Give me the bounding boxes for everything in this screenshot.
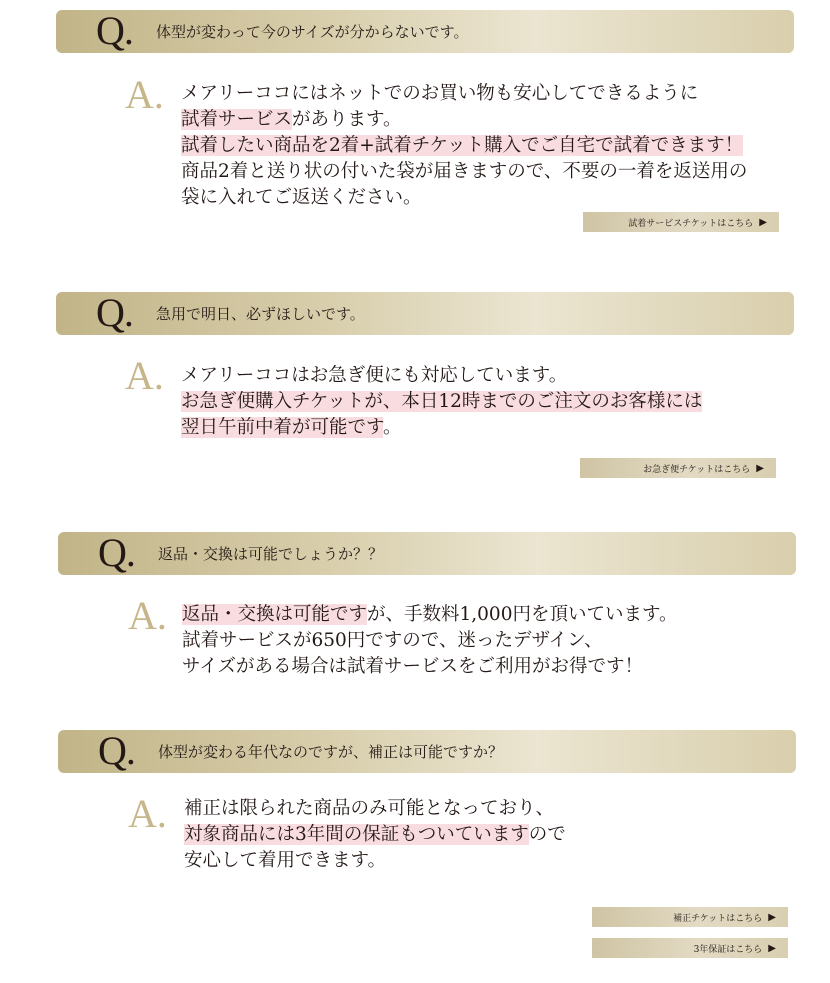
answer-line (181, 159, 747, 185)
answer-line (182, 602, 678, 628)
question-text: 体型が変わって今のサイズが分からないです。 (156, 23, 469, 41)
play-arrow-icon: ▶ (759, 216, 767, 228)
button-label: 試着サービスチケットはこちら (628, 218, 754, 229)
answer-line (182, 628, 678, 654)
answer-line (181, 107, 747, 133)
answer-line (181, 185, 747, 211)
answer-text-3 (182, 602, 678, 680)
express-ticket-button[interactable] (580, 458, 776, 478)
button-label: 3年保証はこちら (693, 944, 763, 955)
play-arrow-icon: ▶ (768, 911, 776, 923)
answer-seg: 商品2着と送り状の付いた袋が届きますので、不要の一着を返送用の (181, 161, 748, 182)
question-text: 急用で明日、必ずほしいです。 (156, 305, 365, 323)
answer-seg: 。 (383, 417, 402, 438)
answer-text-1 (181, 81, 747, 211)
trial-service-ticket-button[interactable] (583, 212, 779, 232)
question-mark: Q. (96, 8, 133, 53)
play-arrow-icon: ▶ (768, 942, 776, 954)
answer-mark: A. (125, 72, 164, 117)
answer-seg: メアリーココにはネットでのお買い物も安心してできるように (181, 83, 699, 104)
answer-highlight: 対象商品には3年間の保証もついています (184, 824, 529, 845)
question-bar-3 (58, 532, 796, 575)
question-text: 返品・交換は可能でしょうか？？ (158, 545, 384, 563)
answer-line (181, 81, 747, 107)
answer-seg: サイズがある場合は試着サービスをご利用がお得です！ (182, 656, 644, 677)
answer-highlight: 翌日午前中着が可能です (181, 417, 384, 438)
answer-mark: A. (128, 593, 167, 638)
answer-seg: 補正は限られた商品のみ可能となっており、 (184, 798, 555, 819)
question-bar-1 (56, 10, 794, 53)
answer-seg: 袋に入れてご返送ください。 (181, 187, 422, 208)
answer-mark: A. (125, 353, 164, 398)
answer-text-4 (184, 796, 566, 874)
answer-line (181, 415, 702, 441)
play-arrow-icon: ▶ (756, 462, 764, 474)
answer-text-2 (181, 363, 702, 441)
answer-line (184, 848, 566, 874)
answer-seg: メアリーココはお急ぎ便にも対応しています。 (181, 365, 568, 386)
answer-highlight: 返品・交換は可能です (182, 604, 368, 625)
question-bar-4 (58, 730, 796, 773)
button-label: 補正チケットはこちら (673, 913, 763, 924)
answer-line (184, 796, 566, 822)
answer-line (181, 363, 702, 389)
answer-seg: が、手数料1,000円を頂いています。 (367, 604, 678, 625)
answer-line (182, 654, 678, 680)
question-bar-2 (56, 292, 794, 335)
answer-line (184, 822, 566, 848)
answer-seg: があります。 (292, 109, 402, 130)
alteration-ticket-button[interactable] (592, 907, 788, 927)
answer-highlight: 試着したい商品を2着+試着チケット購入でご自宅で試着できます！ (181, 135, 744, 156)
answer-highlight: 試着サービス (181, 109, 293, 130)
answer-seg: 試着サービスが650円ですので、迷ったデザイン、 (182, 630, 603, 651)
answer-highlight: お急ぎ便購入チケットが、本日12時までのご注文のお客様には (181, 391, 703, 412)
answer-line (181, 133, 747, 159)
warranty-button[interactable] (592, 938, 788, 958)
question-text: 体型が変わる年代なのですが、補正は可能ですか？ (158, 743, 504, 761)
button-label: お急ぎ便チケットはこちら (643, 464, 751, 475)
answer-seg: ので (528, 824, 566, 845)
answer-mark: A. (128, 791, 167, 836)
question-mark: Q. (96, 290, 133, 335)
answer-line (181, 389, 702, 415)
answer-seg: 安心して着用できます。 (184, 850, 387, 871)
question-mark: Q. (98, 530, 135, 575)
question-mark: Q. (98, 728, 135, 773)
